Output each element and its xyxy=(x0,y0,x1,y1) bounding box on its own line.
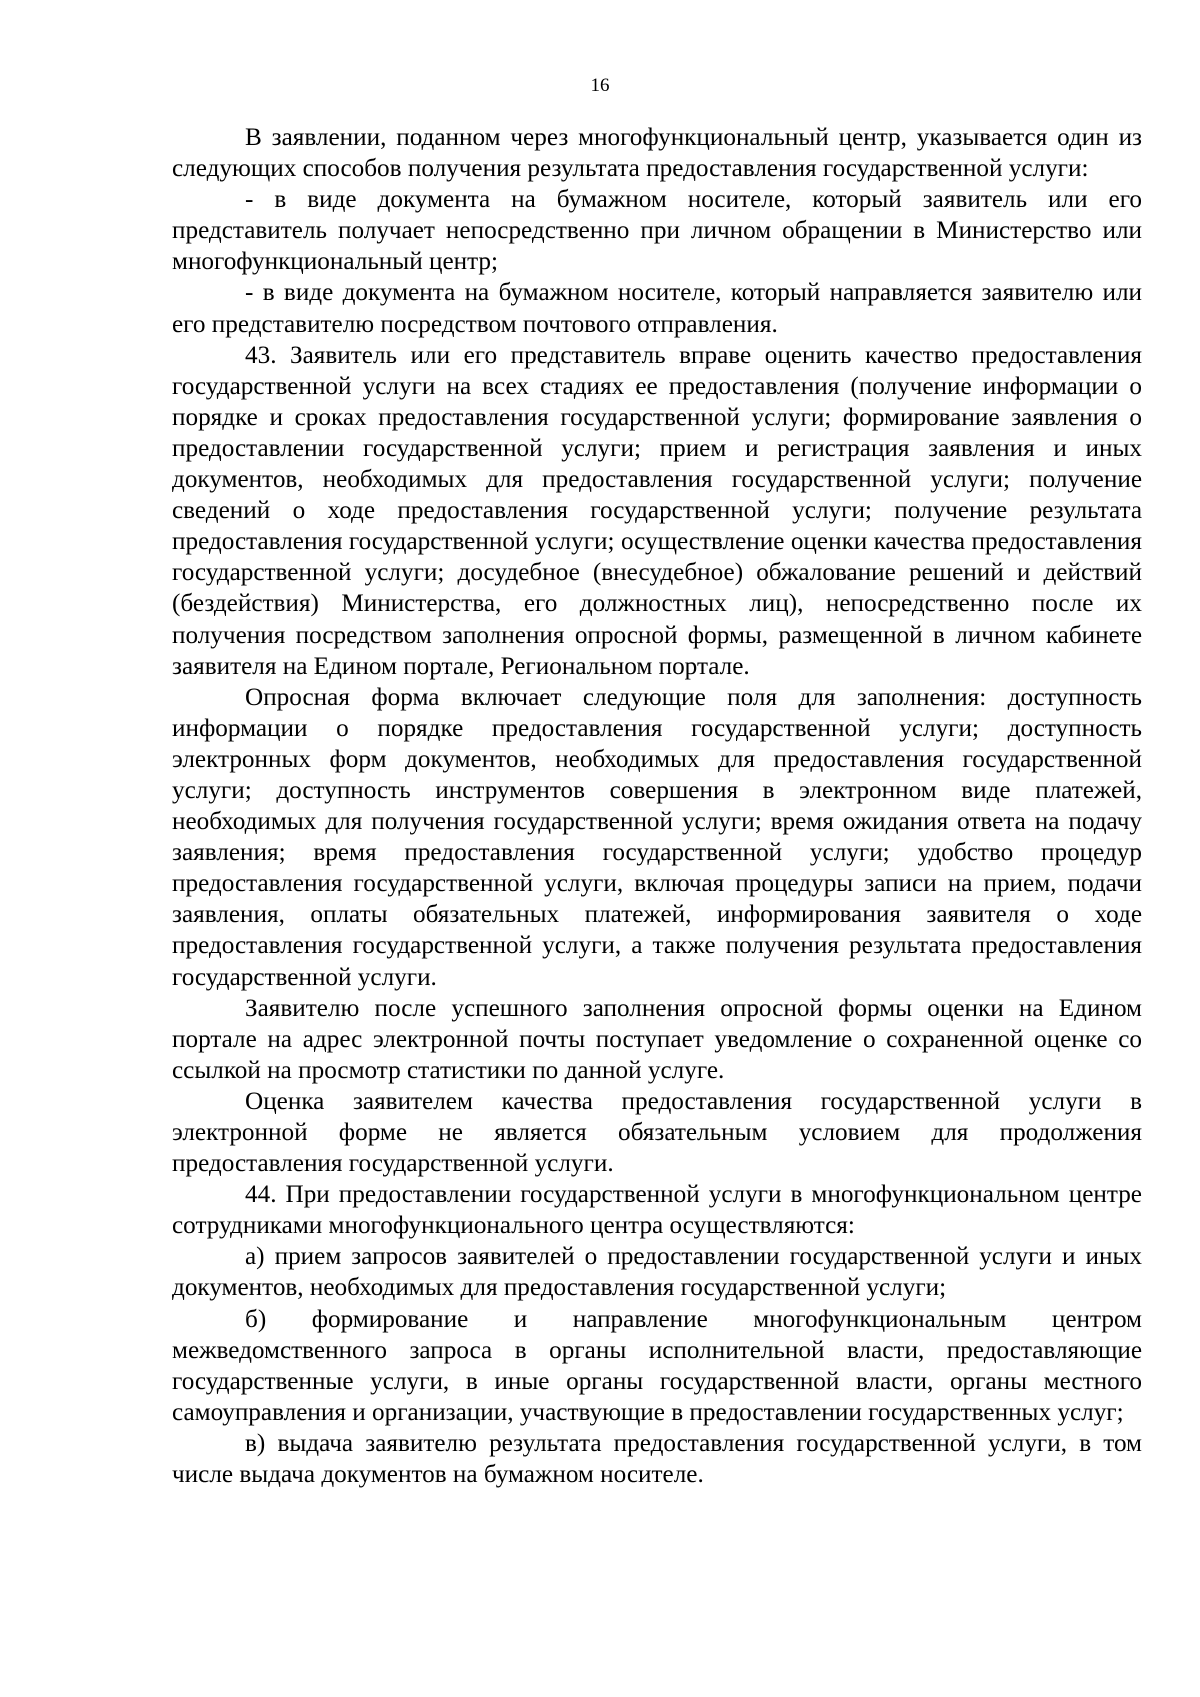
paragraph: Заявителю после успешного заполнения опросной формы оценки на Едином портале на адрес электронной почты поступает уведомление о сохраненной оценке со ссылкой на просмотр статистики по данной услуге. xyxy=(172,994,1142,1084)
paragraph: - в виде документа на бумажном носителе, который направляется заявителю или его представителю посредством почтового отправления. xyxy=(172,279,1142,338)
paragraph: Оценка заявителем качества предоставления государственной услуги в электронной форме не является обязательным условием для продолжения предоставления государственной услуги. xyxy=(172,1087,1142,1178)
page-number: 16 xyxy=(590,75,610,96)
document-body xyxy=(172,122,1142,1490)
paragraph: а) прием запросов заявителей о предоставлении государственной услуги и иных документов, необходимых для предоставления государственной услуги; xyxy=(172,1243,1142,1302)
paragraph: 43. Заявитель или его представитель вправе оценить качество предоставления государственной услуги на всех стадиях ее предоставления (получение информации о порядке и сроках предоставления государственной услуги; формирование заявления о предоставлении государственной услуги; прием и регистрация заявления и иных документов, необходимых для предоставления государственной услуги; получение сведений о ходе предоставления государственной услуги; получение результата предоставления государственной услуги; осуществление оценки качества предоставления государственной услуги; досудебное (внесудебное) обжалование решений и действий (бездействия) Министерства, его должностных лиц), непосредственно после их получения посредством заполнения опросной формы, размещенной в личном кабинете заявителя на Едином портале, Региональном портале. xyxy=(172,341,1142,680)
paragraph: 44. При предоставлении государственной услуги в многофункциональном центре сотрудниками многофункционального центра осуществляются: xyxy=(172,1181,1142,1240)
paragraph: Опросная форма включает следующие поля для заполнения: доступность информации о порядке предоставления государственной услуги; доступность электронных форм документов, необходимых для предоставления государственной услуги; доступность инструментов совершения в электронном виде платежей, необходимых для получения государственной услуги; время ожидания ответа на подачу заявления; время предоставления государственной услуги; удобство процедур предоставления государственной услуги, включая процедуры записи на прием, подачи заявления, оплаты обязательных платежей, информирования заявителя о ходе предоставления государственной услуги, а также получения результата предоставления государственной услуги. xyxy=(172,683,1142,991)
paragraph: В заявлении, поданном через многофункциональный центр, указывается один из следующих способов получения результата предоставления государственной услуги: xyxy=(172,124,1142,183)
paragraph: в) выдача заявителю результата предоставления государственной услуги, в том числе выдача документов на бумажном носителе. xyxy=(172,1429,1142,1489)
paragraph: - в виде документа на бумажном носителе, который заявитель или его представитель получает непосредственно при личном обращении в Министерство или многофункциональный центр; xyxy=(172,186,1142,276)
paragraph: б) формирование и направление многофункциональным центром межведомственного запроса в органы исполнительной власти, предоставляющие государственные услуги, в иные органы государственной власти, органы местного самоуправления и организации, участвующие в предоставлении государственных услуг; xyxy=(172,1305,1142,1426)
